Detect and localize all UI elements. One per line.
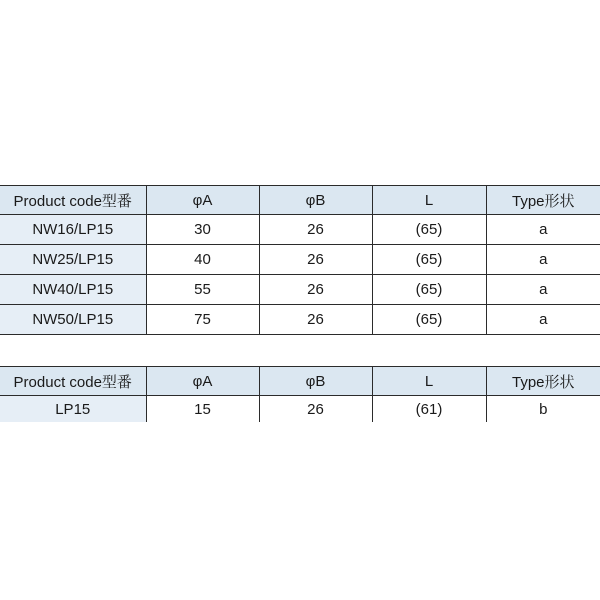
spec-table-second [0, 366, 600, 422]
header-phi-b: φB [259, 186, 372, 215]
header-phi-a: φA [146, 367, 259, 396]
header-product-code: Product code型番 [0, 367, 146, 396]
cell-type: a [486, 245, 600, 275]
cell-phi-a: 75 [146, 305, 259, 335]
cell-length: (65) [372, 245, 486, 275]
table-row [0, 275, 600, 305]
table-header-row [0, 186, 600, 215]
cell-length: (65) [372, 215, 486, 245]
header-phi-b: φB [259, 367, 372, 396]
header-type: Type形状 [486, 186, 600, 215]
cell-product-code: LP15 [0, 396, 146, 423]
header-phi-a: φA [146, 186, 259, 215]
cell-phi-b: 26 [259, 305, 372, 335]
cell-phi-b: 26 [259, 215, 372, 245]
table-header-row [0, 367, 600, 396]
table-row [0, 245, 600, 275]
header-product-code: Product code型番 [0, 186, 146, 215]
cell-phi-b: 26 [259, 245, 372, 275]
spec-table-main [0, 185, 600, 335]
cell-phi-a: 15 [146, 396, 259, 423]
cell-product-code: NW16/LP15 [0, 215, 146, 245]
cell-type: a [486, 275, 600, 305]
cell-product-code: NW25/LP15 [0, 245, 146, 275]
header-length: L [372, 367, 486, 396]
table-row [0, 215, 600, 245]
cell-phi-a: 30 [146, 215, 259, 245]
cell-product-code: NW50/LP15 [0, 305, 146, 335]
cell-type: b [486, 396, 600, 423]
cell-product-code: NW40/LP15 [0, 275, 146, 305]
table-row [0, 305, 600, 335]
cell-phi-a: 40 [146, 245, 259, 275]
table-row [0, 396, 600, 423]
cell-length: (65) [372, 305, 486, 335]
cell-type: a [486, 215, 600, 245]
cell-phi-b: 26 [259, 275, 372, 305]
cell-length: (61) [372, 396, 486, 423]
header-type: Type形状 [486, 367, 600, 396]
cell-type: a [486, 305, 600, 335]
cell-phi-b: 26 [259, 396, 372, 423]
header-length: L [372, 186, 486, 215]
cell-phi-a: 55 [146, 275, 259, 305]
cell-length: (65) [372, 275, 486, 305]
